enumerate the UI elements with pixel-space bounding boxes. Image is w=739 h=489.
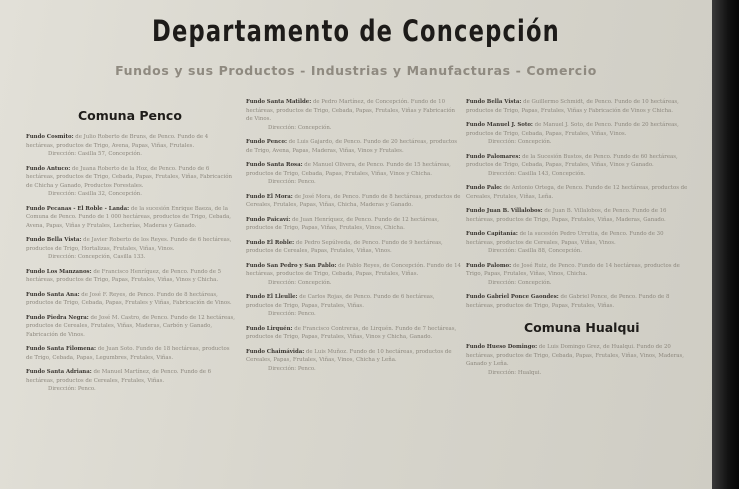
fundo-description: de Manuel Olivera, de Penco. Fundo de 15 hectáreas, productos de Trigo, Cebada, Papas, Frutales, Viñas, Vinos y Chicha.: [246, 162, 451, 177]
fundo-entry: [246, 216, 462, 233]
fundo-name: Fundo Juan B. Villalobos:: [466, 208, 543, 214]
fundo-entry: [466, 184, 692, 201]
fundo-name: Fundo Piedra Negra:: [26, 314, 89, 321]
fundo-description: de Javier Roberto de los Reyes. Fundo de 6 hectáreas, productos de Trigo, Hortalizas, Frutales, Viñas, Vinos.: [26, 237, 232, 252]
fundo-address: Dirección: Penco.: [268, 179, 316, 185]
fundo-name: Fundo Santa Matilde:: [246, 99, 312, 105]
fundo-entry: [466, 153, 692, 179]
fundo-name: Fundo Palo:: [466, 185, 502, 191]
fundo-address: Dirección: Penco.: [268, 365, 316, 372]
fundo-name: Fundo Gabriel Ponce Gaondes:: [466, 294, 559, 300]
fundo-name: Fundo El Lleulle:: [246, 294, 298, 300]
fundo-description: de Julio Roberto de Bruns, de Penco. Fundo de 4 hectáreas, productos de Trigo, Avena, Papas, Viñas, Frutales.: [26, 134, 209, 149]
fundo-name: Fundo El Roble:: [246, 239, 295, 246]
fundo-description: de Pablo Reyes, de Concepción. Fundo de 14 hectáreas, productos de Trigo, Cebada, Papas, Frutales, Viñas.: [246, 262, 461, 277]
fundo-description: de José M. Castro, de Penco. Fundo de 12 hectáreas, productos de Cereales, Frutales, Viñas, Maderas, Carbón y Ganado, Fabricación de Vinos.: [26, 314, 235, 338]
fundo-entry: [26, 368, 236, 394]
fundo-entry: [26, 205, 236, 231]
fundo-description: de José Ruiz, de Penco. Fundo de 14 hectáreas, productos de Trigo, Papas, Frutales, Viñas, Vinos, Chicha.: [466, 262, 680, 277]
fundo-description: de Francisco Contreras, de Lirquén. Fundo de 7 hectáreas, productos de Trigo, Papas, Frutales, Viñas, Vinos y Chicha, Ganado.: [246, 325, 457, 340]
fundo-description: de Luis Muñoz. Fundo de 10 hectáreas, productos de Cereales, Papas, Frutales, Viñas, Vinos, Chicha y Leña.: [246, 348, 452, 363]
fundo-name: Fundo Palomo:: [466, 262, 512, 269]
column-right: [466, 98, 692, 489]
fundo-description: de Luis Gajardo, de Penco. Fundo de 20 hectáreas, productos de Trigo, Avena, Papas, Maderas, Viñas, Vinos y Frutales.: [246, 139, 458, 154]
fundo-description: de Pedro Martínez, de Concepción. Fundo de 10 hectáreas, productos de Trigo, Cebada, Papas, Frutales, Viñas y Fabricación de Vinos.: [246, 99, 455, 122]
fundo-name: Fundo San Pedro y San Pablo:: [246, 262, 337, 269]
fundo-name: Fundo Santa Rosa:: [246, 162, 303, 168]
fundo-name: Fundo Santa Ana:: [26, 291, 80, 298]
comuna-heading: Comuna Penco: [78, 108, 182, 123]
fundo-entry: [26, 314, 236, 340]
page-subtitle: Fundos y sus Productos - Industrias y Manufacturas - Comercio: [115, 63, 597, 78]
fundo-description: de Guillermo Schmidt, de Penco. Fundo de 10 hectáreas, productos de Trigo, Papas, Frutales, Viñas y Fabricación de Vinos y Chicha.: [466, 99, 679, 114]
fundo-entry: [466, 230, 692, 256]
binding-edge: [712, 0, 739, 489]
fundo-entry: [246, 98, 462, 132]
fundo-entry: [246, 138, 462, 155]
fundo-description: de Carlos Rojas, de Penco. Fundo de 6 hectáreas, productos de Trigo, Papas, Frutales, Viñas.: [246, 294, 435, 309]
fundo-description: de Juan B. Villalobos, de Penco. Fundo de 16 hectáreas, productos de Trigo, Papas, Frutales, Viñas, Maderas, Ganado.: [466, 208, 667, 223]
fundo-entry: [246, 262, 462, 288]
fundo-address: Dirección: Concepción, Casilla 133.: [48, 254, 146, 260]
fundo-entry: [466, 293, 692, 310]
fundo-address: Dirección: Penco.: [268, 311, 316, 317]
fundo-address: Dirección: Concepción.: [488, 139, 552, 145]
fundo-description: de Manuel Martínez, de Penco. Fundo de 6 hectáreas, productos de Cereales, Frutales, Viñas.: [26, 369, 212, 384]
fundo-name: Fundo Cosmito:: [26, 134, 74, 140]
fundo-name: Fundo Bella Vista:: [466, 99, 522, 105]
fundo-address: Dirección: Casilla 143, Concepción.: [488, 170, 586, 177]
fundo-address: Dirección: Casilla 57, Concepción.: [48, 151, 142, 157]
fundo-name: Fundo Antuco:: [26, 165, 71, 172]
fundo-entry: [466, 207, 692, 224]
fundo-entry: [466, 98, 692, 115]
fundo-name: Fundo Santa Filomena:: [26, 346, 97, 352]
comuna-heading: Comuna Hualqui: [524, 320, 640, 335]
fundo-description: de la sucesión Pedro Urrutia, de Penco. Fundo de 30 hectáreas, productos de Cereales, Papas, Viñas, Vinos.: [466, 231, 664, 246]
fundo-name: Fundo Chaimávida:: [246, 348, 305, 355]
fundo-description: de Pedro Sepúlveda, de Penco. Fundo de 9 hectáreas, productos de Cereales, Papas, Frutales, Viñas, Vinos.: [246, 239, 443, 254]
fundo-entry: [246, 161, 462, 187]
fundo-description: de Juan Henríquez, de Penco. Fundo de 12 hectáreas, productos de Trigo, Papas, Viñas, Frutales, Vinos, Chicha.: [246, 216, 439, 231]
fundo-description: de la sucesión Enrique Baeza, de la Comuna de Penco. Fundo de 1 000 hectáreas, productos de Trigo, Cebada, Avena, Papas, Viñas y Frutales, Lecherías, Maderas y Ganado.: [26, 205, 232, 229]
fundo-entry: [246, 193, 462, 210]
fundo-description: de Manuel J. Soto, de Penco. Fundo de 20 hectáreas, productos de Trigo, Cebada, Papas, Frutales, Viñas, Vinos.: [466, 122, 679, 137]
fundo-name: Fundo Lirquén:: [246, 325, 293, 332]
page-title: Departamento de Concepción: [152, 14, 560, 48]
fundo-name: Fundo Manuel J. Soto:: [466, 122, 533, 128]
fundo-name: Fundo Paicaví:: [246, 216, 291, 223]
fundo-description: de Gabriel Ponce, de Penco. Fundo de 8 hectáreas, productos de Trigo, Papas, Frutales, Viñas.: [466, 294, 670, 309]
fundo-description: de la Sucesión Bustos, de Penco. Fundo de 60 hectáreas, productos de Trigo, Cebada, Papas, Frutales, Viñas, Vinos y Ganado.: [466, 153, 678, 168]
fundo-entry: [246, 239, 462, 256]
fundo-entry: [466, 121, 692, 147]
fundo-name: Fundo Hueso Domingo:: [466, 344, 538, 350]
fundo-name: Fundo Palomares:: [466, 153, 521, 160]
fundo-address: Dirección: Casilla 88, Concepción.: [488, 248, 582, 254]
fundo-name: Fundo Santa Adriana:: [26, 369, 92, 375]
fundo-description: de José Mora, de Penco. Fundo de 8 hectáreas, productos de Cereales, Frutales, Papas, Viñas, Chicha, Maderas y Ganado.: [246, 193, 461, 208]
fundo-entry: [466, 343, 692, 377]
fundo-description: de Juana Roberto de la Hoz, de Penco. Fundo de 6 hectáreas, productos de Trigo, Cebada, Papas, Frutales, Viñas, Fabricación de Chicha y Ganado, Productos Forestales.: [26, 165, 232, 189]
fundo-entry: [26, 165, 236, 199]
fundo-description: de José F. Reyes, de Penco. Fundo de 8 hectáreas, productos de Trigo, Cebada, Papas, Frutales y Viñas, Fabricación de Vinos.: [26, 291, 232, 306]
fundo-address: Dirección: Penco.: [48, 386, 96, 392]
fundo-entry: [26, 133, 236, 159]
fundo-address: Dirección: Hualqui.: [488, 369, 542, 376]
fundo-entry: [26, 291, 236, 308]
fundo-name: Fundo Penco:: [246, 139, 287, 145]
fundo-entry: [26, 268, 236, 285]
fundo-entry: [246, 348, 462, 374]
fundo-address: Dirección: Concepción.: [268, 124, 332, 131]
fundo-description: de Juan Soto. Fundo de 18 hectáreas, productos de Trigo, Cebada, Papas, Legumbres, Frutales, Viñas.: [26, 346, 230, 361]
fundo-entry: [246, 325, 462, 342]
fundo-description: de Luis Domingo Grez, de Hualqui. Fundo de 20 hectáreas, productos de Trigo, Cebada, Papas, Frutales, Viñas, Vinos, Maderas, Ganado y Leña.: [466, 344, 684, 367]
fundo-entry: [26, 345, 236, 362]
fundo-address: Dirección: Concepción.: [488, 279, 552, 286]
fundo-entry: [26, 236, 236, 262]
fundo-name: Fundo El Mora:: [246, 193, 293, 200]
fundo-address: Dirección: Concepción.: [268, 279, 332, 286]
fundo-name: Fundo Pecanas - El Roble - Landa:: [26, 205, 130, 212]
fundo-name: Fundo Bella Vista:: [26, 237, 82, 243]
fundo-description: de Antonio Ortega, de Penco. Fundo de 12 hectáreas, productos de Cereales, Frutales, Viñas, Leña.: [466, 185, 688, 200]
fundo-name: Fundo Los Manzanos:: [26, 268, 92, 275]
fundo-entry: [466, 262, 692, 288]
fundo-address: Dirección: Casilla 32, Concepción.: [48, 191, 142, 197]
fundo-name: Fundo Capitanía:: [466, 231, 518, 237]
column-left: [26, 98, 236, 489]
fundo-description: de Francisco Henríquez, de Penco. Fundo de 5 hectáreas, productos de Trigo, Papas, Frutales, Viñas, Vinos y Chicha.: [26, 268, 222, 283]
fundo-entry: [246, 293, 462, 319]
column-middle: [246, 98, 462, 489]
